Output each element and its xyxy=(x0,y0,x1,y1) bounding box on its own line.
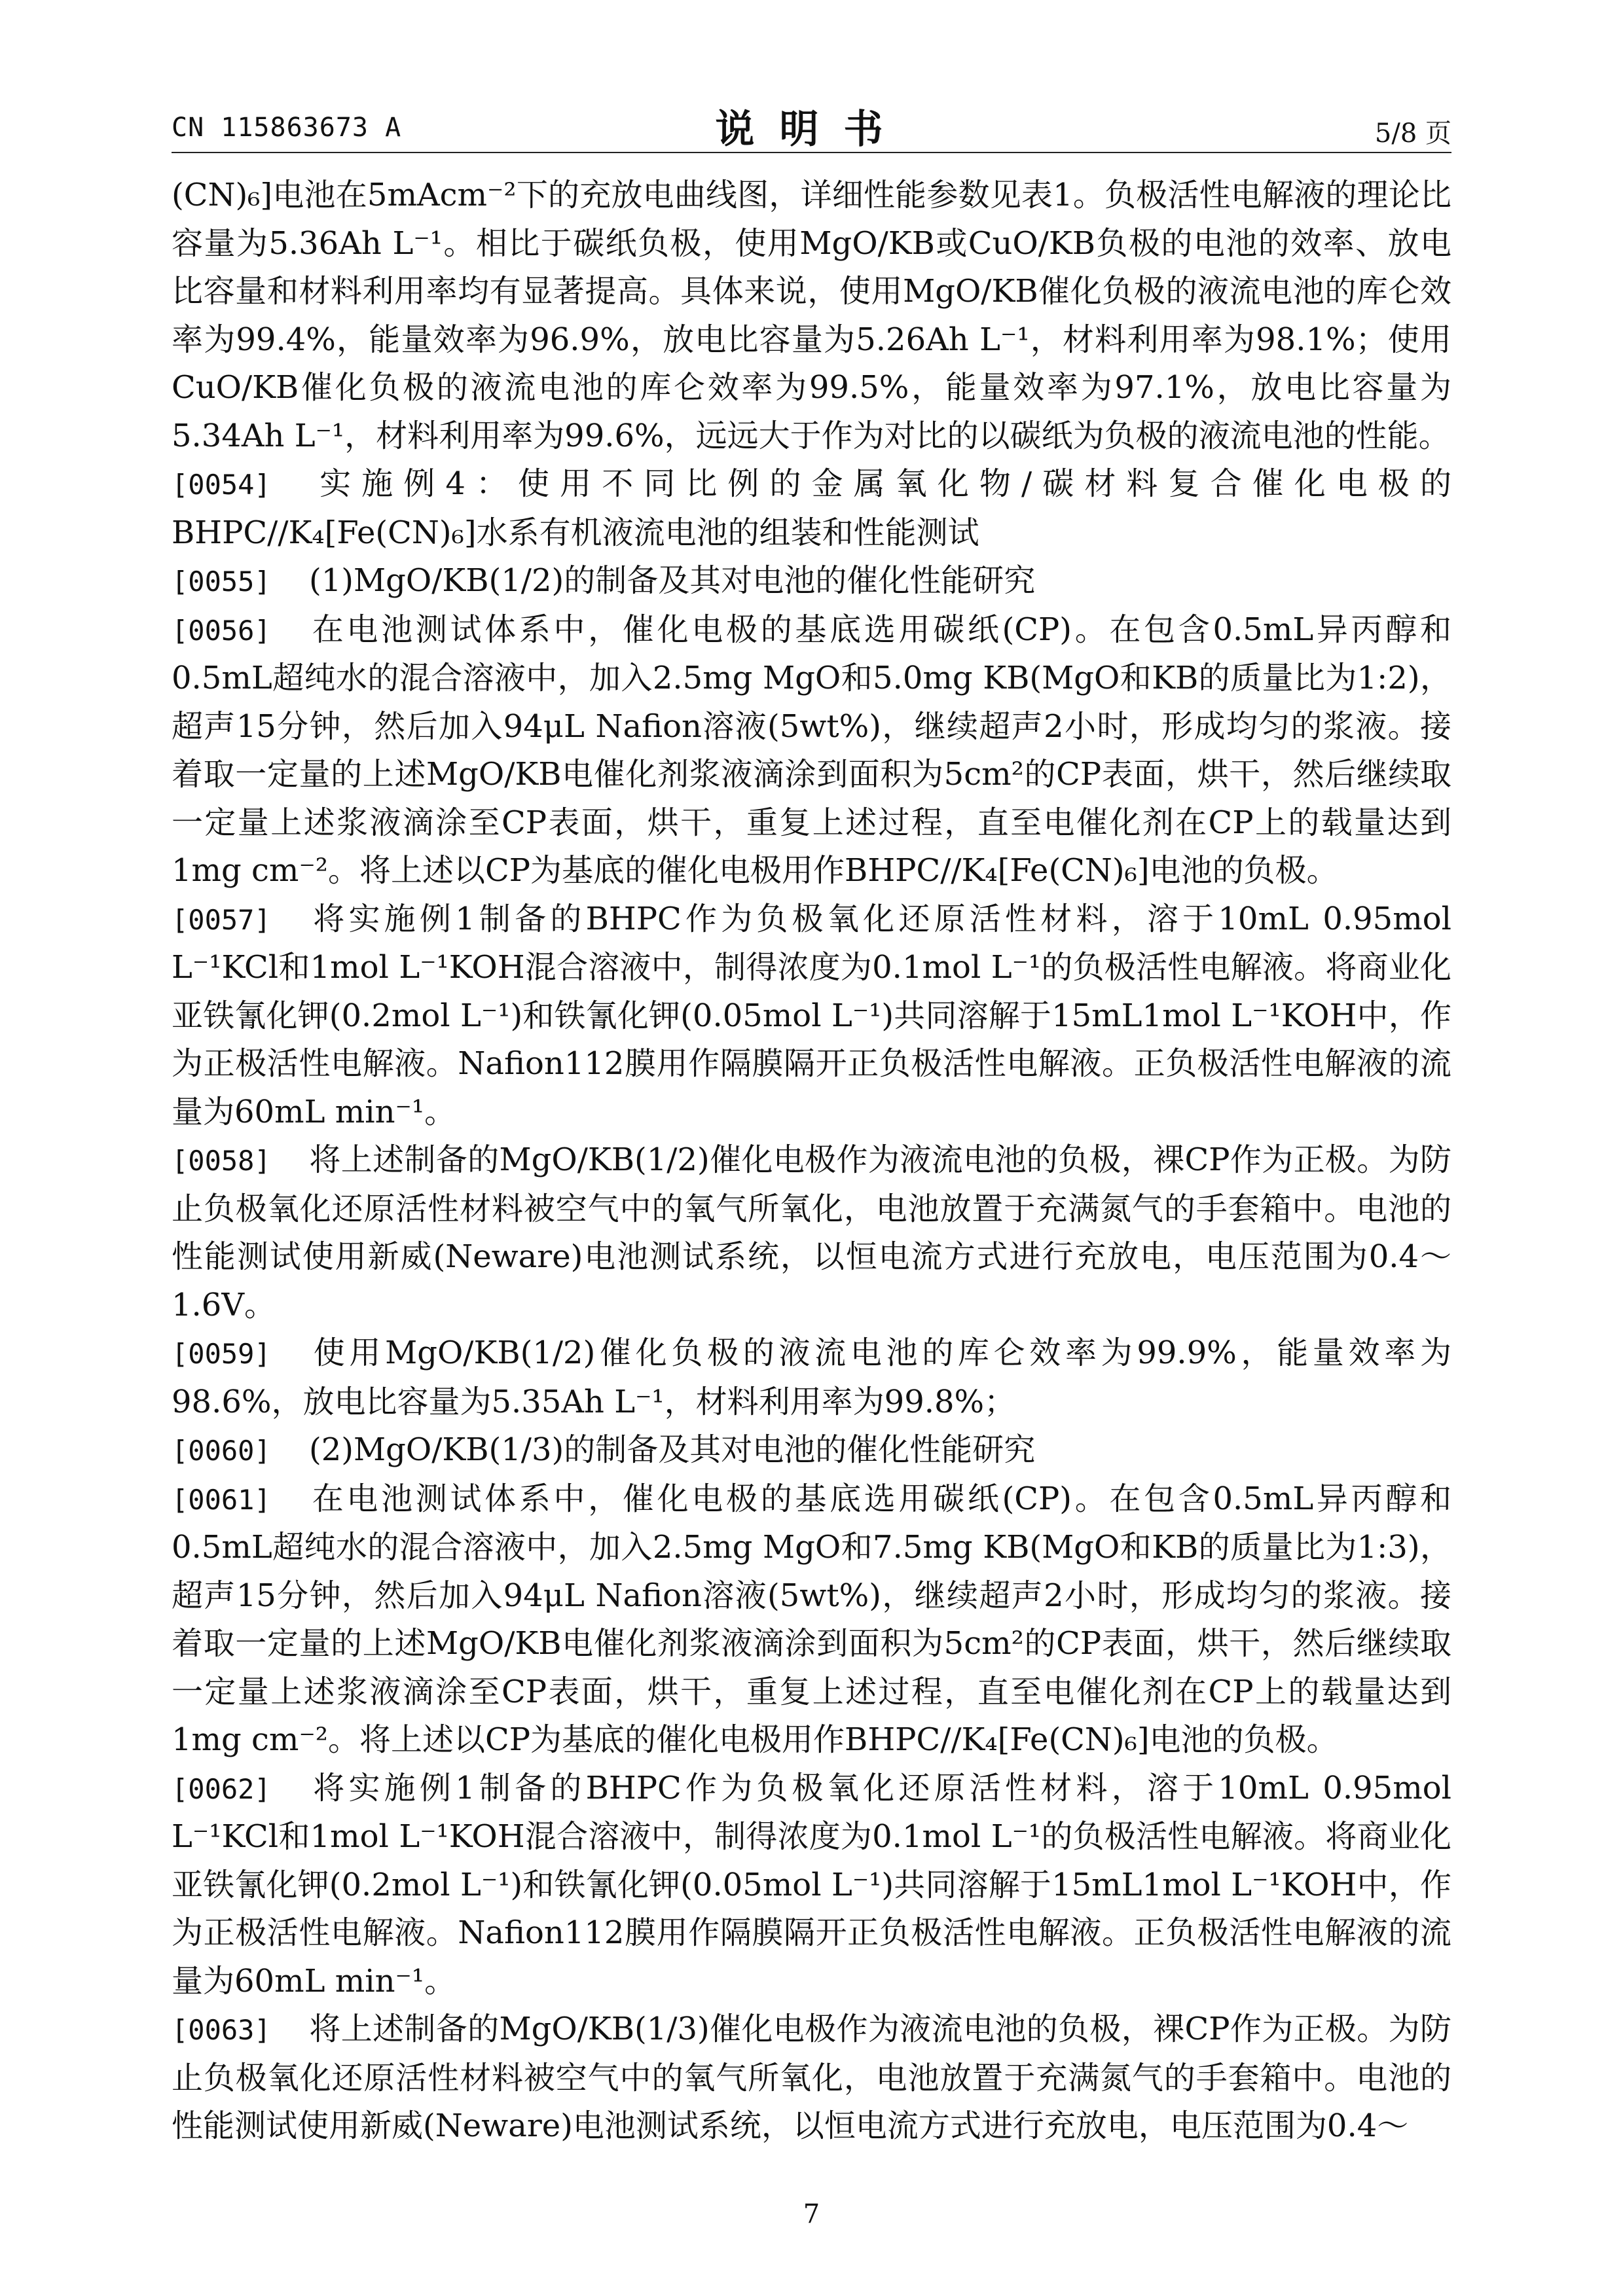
paragraph-number: [0059] xyxy=(172,1338,271,1370)
paragraph-0061 xyxy=(172,1475,1451,1765)
paragraph-number: [0063] xyxy=(172,2014,271,2046)
paragraph-continued xyxy=(172,171,1451,460)
paragraph-0062 xyxy=(172,1765,1451,2006)
paragraph-0059 xyxy=(172,1329,1451,1426)
paragraph-text: 将上述制备的MgO/KB(1/2)催化电极作为液流电池的负极，裸CP作为正极。为防止负极氧化还原活性材料被空气中的氧气所氧化，电池放置于充满氮气的手套箱中。电池的性能测试使用新威(Neware)电池测试系统，以恒电流方式进行充放电，电压范围为0.4～1.6V。 xyxy=(172,1141,1451,1323)
page-info: 5/8 页 xyxy=(1374,118,1451,149)
paragraph-text: 使用MgO/KB(1/2)催化负极的液流电池的库仑效率为99.9%，能量效率为98.6%，放电比容量为5.35Ah L⁻¹，材料利用率为99.8%； xyxy=(172,1335,1451,1420)
paragraph-number: [0056] xyxy=(172,614,271,647)
header-rule xyxy=(172,152,1451,153)
paragraph-text: 将实施例1制备的BHPC作为负极氧化还原活性材料，溶于10mL 0.95mol L⁻¹KCl和1mol L⁻¹KOH混合溶液中，制得浓度为0.1mol L⁻¹的负极活性电解液。将商业化亚铁氰化钾(0.2mol L⁻¹)和铁氰化钾(0.05mol L⁻¹)共同溶解于15mL1mol L⁻¹KOH中，作为正极活性电解液。Nafion112膜用作隔膜隔开正负极活性电解液。正负极活性电解液的流量为60mL min⁻¹。 xyxy=(172,1769,1451,2000)
publication-number: CN 115863673 A xyxy=(172,113,402,143)
paragraph-text: (2)MgO/KB(1/3)的制备及其对电池的催化性能研究 xyxy=(309,1431,1036,1468)
paragraph-text: 将实施例1制备的BHPC作为负极氧化还原活性材料，溶于10mL 0.95mol L⁻¹KCl和1mol L⁻¹KOH混合溶液中，制得浓度为0.1mol L⁻¹的负极活性电解液。将商业化亚铁氰化钾(0.2mol L⁻¹)和铁氰化钾(0.05mol L⁻¹)共同溶解于15mL1mol L⁻¹KOH中，作为正极活性电解液。Nafion112膜用作隔膜隔开正负极活性电解液。正负极活性电解液的流量为60mL min⁻¹。 xyxy=(172,900,1451,1130)
document-body xyxy=(172,171,1451,2151)
paragraph-text: 将上述制备的MgO/KB(1/3)催化电极作为液流电池的负极，裸CP作为正极。为防止负极氧化还原活性材料被空气中的氧气所氧化，电池放置于充满氮气的手套箱中。电池的性能测试使用新威(Neware)电池测试系统，以恒电流方式进行充放电，电压范围为0.4～ xyxy=(172,2011,1451,2144)
paragraph-0063 xyxy=(172,2005,1451,2151)
paragraph-text: 在电池测试体系中，催化电极的基底选用碳纸(CP)。在包含0.5mL异丙醇和0.5mL超纯水的混合溶液中，加入2.5mg MgO和5.0mg KB(MgO和KB的质量比为1:2)，超声15分钟，然后加入94μL Nafion溶液(5wt%)，继续超声2小时，形成均匀的浆液。接着取一定量的上述MgO/KB电催化剂浆液滴涂到面积为5cm²的CP表面，烘干，然后继续取一定量上述浆液滴涂至CP表面，烘干，重复上述过程，直至电催化剂在CP上的载量达到1mg cm⁻²。将上述以CP为基底的催化电极用作BHPC//K₄[Fe(CN)₆]电池的负极。 xyxy=(172,611,1451,889)
paragraph-0057 xyxy=(172,895,1451,1137)
paragraph-0056 xyxy=(172,606,1451,895)
paragraph-number: [0055] xyxy=(172,565,271,598)
paragraph-number: [0057] xyxy=(172,903,271,936)
paragraph-number: [0062] xyxy=(172,1772,271,1805)
document-title: 说明书 xyxy=(715,107,908,152)
paragraph-number: [0061] xyxy=(172,1483,271,1516)
paragraph-number: [0058] xyxy=(172,1145,271,1177)
paragraph-text: (1)MgO/KB(1/2)的制备及其对电池的催化性能研究 xyxy=(309,562,1036,599)
paragraph-0058 xyxy=(172,1136,1451,1329)
paragraph-0055 xyxy=(172,557,1451,606)
paragraph-0060 xyxy=(172,1426,1451,1475)
paragraph-text: 在电池测试体系中，催化电极的基底选用碳纸(CP)。在包含0.5mL异丙醇和0.5mL超纯水的混合溶液中，加入2.5mg MgO和7.5mg KB(MgO和KB的质量比为1:3)，超声15分钟，然后加入94μL Nafion溶液(5wt%)，继续超声2小时，形成均匀的浆液。接着取一定量的上述MgO/KB电催化剂浆液滴涂到面积为5cm²的CP表面，烘干，然后继续取一定量上述浆液滴涂至CP表面，烘干，重复上述过程，直至电催化剂在CP上的载量达到1mg cm⁻²。将上述以CP为基底的催化电极用作BHPC//K₄[Fe(CN)₆]电池的负极。 xyxy=(172,1480,1451,1758)
paragraph-number: [0054] xyxy=(172,469,271,501)
page-number: 7 xyxy=(803,2199,820,2229)
page-header xyxy=(172,98,1451,151)
paragraph-number: [0060] xyxy=(172,1435,271,1467)
paragraph-0054 xyxy=(172,460,1451,557)
paragraph-text: (CN)₆]电池在5mAcm⁻²下的充放电曲线图，详细性能参数见表1。负极活性电解液的理论比容量为5.36Ah L⁻¹。相比于碳纸负极，使用MgO/KB或CuO/KB负极的电池的效率、放电比容量和材料利用率均有显著提高。具体来说，使用MgO/KB催化负极的液流电池的库仑效率为99.4%，能量效率为96.9%，放电比容量为5.26Ah L⁻¹，材料利用率为98.1%；使用CuO/KB催化负极的液流电池的库仑效率为99.5%，能量效率为97.1%，放电比容量为5.34Ah L⁻¹，材料利用率为99.6%，远远大于作为对比的以碳纸为负极的液流电池的性能。 xyxy=(172,177,1451,454)
paragraph-text: 实施例4：使用不同比例的金属氧化物/碳材料复合催化电极的BHPC//K₄[Fe(CN)₆]水系有机液流电池的组装和性能测试 xyxy=(172,465,1451,551)
